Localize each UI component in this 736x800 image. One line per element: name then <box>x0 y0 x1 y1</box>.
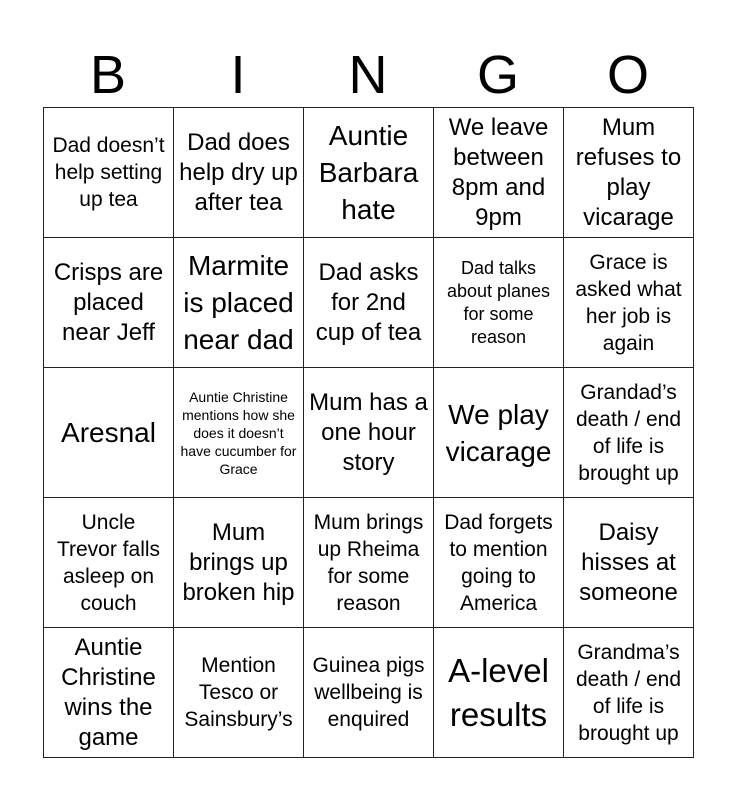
bingo-square[interactable]: Daisy hisses at someone <box>564 498 694 628</box>
bingo-square[interactable]: Uncle Trevor falls asleep on couch <box>44 498 174 628</box>
bingo-square[interactable]: Aresnal <box>44 368 174 498</box>
bingo-square[interactable]: Auntie Barbara hate <box>304 108 434 238</box>
bingo-square[interactable]: Dad talks about planes for some reason <box>434 238 564 368</box>
bingo-square[interactable]: Marmite is placed near dad <box>174 238 304 368</box>
bingo-square[interactable]: Mum brings up broken hip <box>174 498 304 628</box>
bingo-square[interactable]: Mum has a one hour story <box>304 368 434 498</box>
bingo-square[interactable]: Mum refuses to play vicarage <box>564 108 694 238</box>
bingo-square[interactable]: A-level results <box>434 628 564 758</box>
bingo-square[interactable]: Grandma’s death / end of life is brought up <box>564 628 694 758</box>
bingo-square[interactable]: Dad forgets to mention going to America <box>434 498 564 628</box>
board-row <box>44 498 694 628</box>
bingo-header <box>43 44 693 106</box>
bingo-square[interactable]: Dad doesn’t help setting up tea <box>44 108 174 238</box>
header-letter-g: G <box>476 45 519 105</box>
bingo-square[interactable]: Dad does help dry up after tea <box>174 108 304 238</box>
board-row <box>44 628 694 758</box>
bingo-board <box>43 107 694 758</box>
header-letter-i: I <box>230 45 246 105</box>
bingo-square[interactable]: Auntie Christine wins the game <box>44 628 174 758</box>
bingo-square[interactable]: Crisps are placed near Jeff <box>44 238 174 368</box>
board-row <box>44 108 694 238</box>
board-row <box>44 238 694 368</box>
bingo-square[interactable]: Grace is asked what her job is again <box>564 238 694 368</box>
bingo-square[interactable]: Auntie Christine mentions how she does it doesn’t have cucumber for Grace <box>174 368 304 498</box>
board-row <box>44 368 694 498</box>
bingo-square[interactable]: Dad asks for 2nd cup of tea <box>304 238 434 368</box>
header-letter-o: O <box>606 45 649 105</box>
header-letter-b: B <box>89 45 127 105</box>
bingo-square[interactable]: We leave between 8pm and 9pm <box>434 108 564 238</box>
bingo-square[interactable]: Mum brings up Rheima for some reason <box>304 498 434 628</box>
bingo-square[interactable]: Mention Tesco or Sainsbury’s <box>174 628 304 758</box>
bingo-square[interactable]: Grandad’s death / end of life is brought up <box>564 368 694 498</box>
bingo-square[interactable]: Guinea pigs wellbeing is enquired <box>304 628 434 758</box>
bingo-square[interactable]: We play vicarage <box>434 368 564 498</box>
header-letter-n: N <box>348 45 388 105</box>
